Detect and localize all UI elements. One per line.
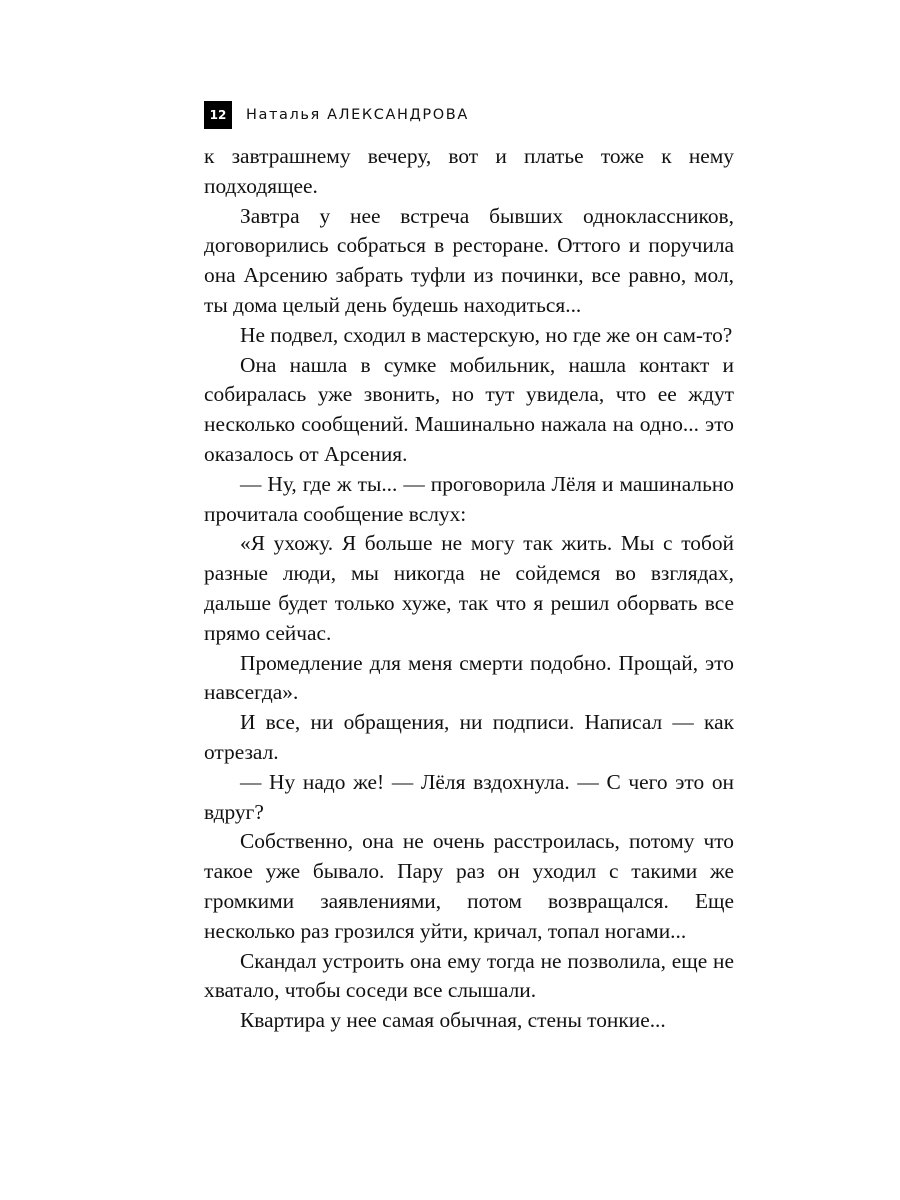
paragraph: И все, ни обращения, ни подписи. Написал — как отрезал. <box>204 710 734 764</box>
message-quote-paragraph: «Я ухожу. Я больше не могу так жить. Мы с тобой разные люди, мы никогда не сойдемся во взглядах, дальше будет только хуже, так что я решил оборвать все прямо сейчас. <box>204 531 734 645</box>
author-name: Наталья АЛЕКСАНДРОВА <box>246 107 469 123</box>
paragraph: Она нашла в сумке мобильник, нашла контакт и собиралась уже звонить, но тут увидела, что ее ждут несколько сообщений. Машинально нажала на одно... это оказалось от Арсения. <box>204 352 734 466</box>
paragraph: Завтра у нее встреча бывших одноклассников, договорились собраться в ресторане. Оттого и поручила она Арсению забрать туфли из починки, все равно, мол, ты дома целый день будешь находиться... <box>204 203 734 317</box>
paragraph: Собственно, она не очень расстроилась, потому что такое уже бывало. Пару раз он уходил с такими же громкими заявлениями, потом возвращался. Еще несколько раз грозился уйти, кричал, топал ногами... <box>204 829 734 943</box>
paragraph: Скандал устроить она ему тогда не позволила, еще не хватало, чтобы соседи все слышали. <box>204 948 734 1003</box>
page-number: 12 <box>204 101 232 129</box>
paragraph: к завтрашнему вечеру, вот и платье тоже к нему подходящее. <box>204 144 734 198</box>
message-quote-paragraph: Промедление для меня смерти подобно. Прощай, это навсегда». <box>204 650 734 705</box>
body-text <box>204 142 734 1036</box>
paragraph: Квартира у нее самая обычная, стены тонкие... <box>240 1008 666 1033</box>
paragraph: Не подвел, сходил в мастерскую, но где же он сам-то? <box>240 322 733 347</box>
dialogue-paragraph: — Ну надо же! — Лёля вздохнула. — С чего это он вдруг? <box>204 769 734 824</box>
running-header <box>204 101 469 129</box>
dialogue-paragraph: — Ну, где ж ты... — проговорила Лёля и машинально прочитала сообщение вслух: <box>204 471 734 526</box>
